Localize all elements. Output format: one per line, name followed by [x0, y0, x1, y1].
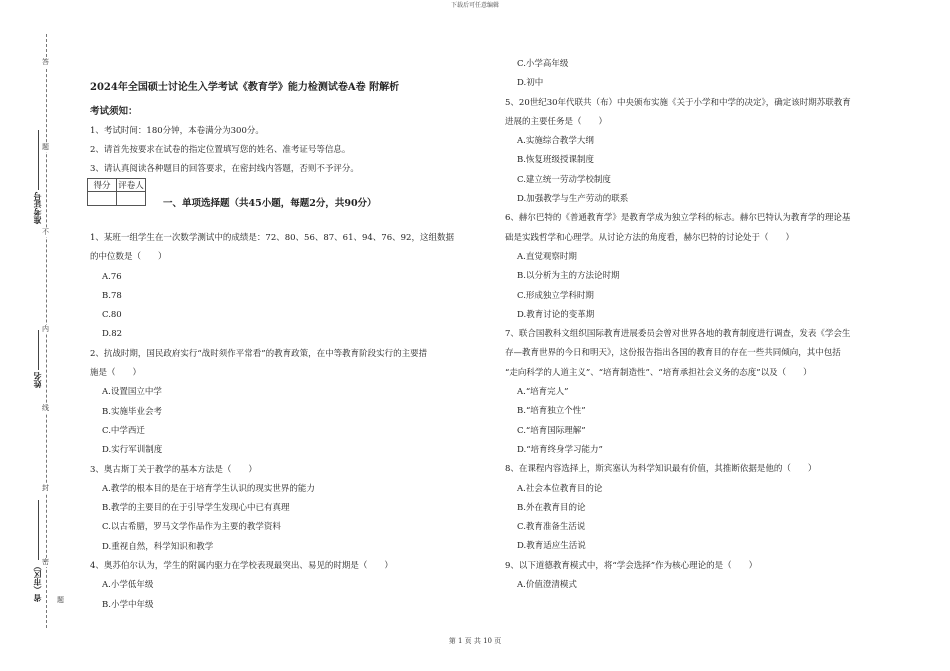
question-text: 3、奥古斯丁关于教学的基本方法是（ ） — [90, 464, 257, 475]
question-text: 础是实践哲学和心理学。从讨论方法的角度看，赫尔巴特的讨论处于（ ） — [505, 232, 795, 243]
score-table — [87, 178, 146, 206]
answer-option: D.初中 — [517, 78, 544, 89]
answer-option: C.小学高年级 — [517, 59, 569, 69]
exam-number-underline — [38, 130, 39, 190]
question-text: 存—教育世界的今日和明天》，这份报告指出各国的教育目的存在一些共同倾向，其中包括 — [505, 348, 841, 359]
question-text: 施是（ ） — [90, 368, 142, 379]
exam-number-label: 准考证号 — [32, 192, 42, 224]
question-text: 的中位数是（ ） — [90, 252, 167, 263]
answer-option: D.“培育终身学习能力” — [517, 444, 603, 455]
score-header: 得分 — [88, 179, 117, 192]
answer-option: B.小学中年级 — [102, 599, 154, 610]
answer-option: A.社会本位教育目的论 — [517, 483, 603, 494]
name-label: 姓名 — [32, 372, 42, 388]
answer-option: B.外在教育目的论 — [517, 502, 586, 513]
section-title: 一、单项选择题（共45小题，每题2分，共90分） — [163, 198, 377, 209]
question-text: 9、以下道德教育模式中，将“学会选择”作为核心理论的是（ ） — [505, 560, 758, 571]
answer-option: B.恢复班级授课制度 — [517, 155, 594, 166]
exam-title: 2024年全国硕士讨论生入学考试《教育学》能力检测试卷A卷 附解析 — [90, 82, 400, 93]
binding-char: 答 — [42, 58, 49, 66]
answer-option: B.教学的主要目的在于引导学生发现心中已有真理 — [102, 503, 290, 514]
right-column — [505, 55, 851, 595]
question-text: “走向科学的人道主义”、“培育制造性”、“培育承担社会义务的态度”以及（ ） — [505, 367, 812, 378]
answer-option: A.教学的根本目的是在于培育学生认识的现实世界的能力 — [102, 483, 315, 494]
answer-option: C.“培育国际理解” — [517, 425, 586, 436]
answer-option: A.“培育完人” — [517, 387, 569, 398]
answer-option: B.以分析为主的方法论时期 — [517, 271, 620, 282]
page-header: 下载后可任意编辑 — [450, 2, 499, 9]
answer-option: C.建立统一劳动学校制度 — [517, 174, 611, 185]
answer-option: D.实行军训制度 — [102, 445, 163, 456]
answer-option: C.形成独立学科时期 — [517, 290, 594, 301]
answer-option: A.设置国立中学 — [102, 387, 162, 398]
answer-option: D.教育讨论的变革期 — [517, 309, 595, 320]
exam-rule: 1、考试时间：180分钟，本卷满分为300分。 — [90, 126, 264, 136]
score-cell — [88, 192, 117, 206]
answer-option: D.加强教学与生产劳动的联系 — [517, 194, 629, 205]
question-text: 8、在课程内容选择上，斯宾塞认为科学知识最有价值，其推断依据是他的（ ） — [505, 464, 817, 475]
exam-rule: 3、请认真阅读各种题目的回答要求，在密封线内答题，否则不予评分。 — [90, 164, 359, 174]
grader-cell — [117, 192, 146, 206]
binding-char: 密 — [42, 558, 49, 566]
binding-char: 题 — [42, 143, 49, 151]
question-text: 1、某班一组学生在一次数学测试中的成绩是：72、80、56、87、61、94、76、92，这组数据 — [90, 233, 454, 243]
answer-option: A.直觉观察时期 — [517, 251, 577, 262]
answer-option: A.小学低年级 — [102, 580, 154, 591]
binding-char: 封 — [42, 484, 49, 492]
answer-option: B.“培育独立个性” — [517, 406, 586, 417]
page-footer: 第 1 页 共 10 页 — [448, 637, 502, 645]
grader-header: 评卷人 — [117, 179, 146, 192]
binding-char: 题 — [57, 596, 64, 604]
answer-option: B.78 — [102, 290, 122, 301]
left-column — [90, 229, 454, 615]
answer-option: A.价值澄清模式 — [517, 580, 577, 591]
name-underline — [38, 330, 39, 370]
binding-char: 不 — [42, 228, 49, 236]
question-text: 5、20世纪30年代联共（布）中央颁布实施《关于小学和中学的决定》，确定该时期苏联教育 — [505, 97, 851, 108]
exam-rule: 2、请首先按要求在试卷的指定位置填写您的姓名、准考证号等信息。 — [90, 145, 351, 155]
answer-option: C.中学西迁 — [102, 425, 145, 436]
binding-char: 线 — [42, 404, 49, 412]
answer-option: B.实施毕业会考 — [102, 406, 162, 417]
binding-char: 内 — [42, 325, 49, 333]
question-text: 2、抗战时期，国民政府实行“战时须作平常看”的教育政策，在中等教育阶段实行的主要措 — [90, 348, 428, 359]
province-label: 省（市区） — [32, 562, 42, 602]
answer-option: C.教育准备生活说 — [517, 522, 586, 533]
notice-heading: 考试须知： — [90, 106, 138, 117]
question-text: 6、赫尔巴特的《普通教育学》是教育学成为独立学科的标志。赫尔巴特认为教育学的理论基 — [505, 213, 851, 224]
province-underline — [38, 500, 39, 560]
answer-option: D.82 — [102, 329, 123, 340]
answer-option: A.76 — [102, 271, 122, 282]
answer-option: C.以古希腊，罗马文学作品作为主要的教学资料 — [102, 522, 281, 533]
answer-option: D.教育适应生活说 — [517, 541, 586, 552]
answer-option: C.80 — [102, 310, 122, 321]
question-text: 进展的主要任务是（ ） — [505, 116, 608, 127]
answer-option: D.重视自然，科学知识和教学 — [102, 541, 214, 552]
question-text: 7、联合国教科文组织国际教育进展委员会曾对世界各地的教育制度进行调查，发表《学会生 — [505, 329, 851, 340]
answer-option: A.实施综合教学大纲 — [517, 136, 594, 147]
question-text: 4、奥苏伯尔认为，学生的附属内驱力在学校表现最突出、易见的时期是（ ） — [90, 561, 393, 572]
